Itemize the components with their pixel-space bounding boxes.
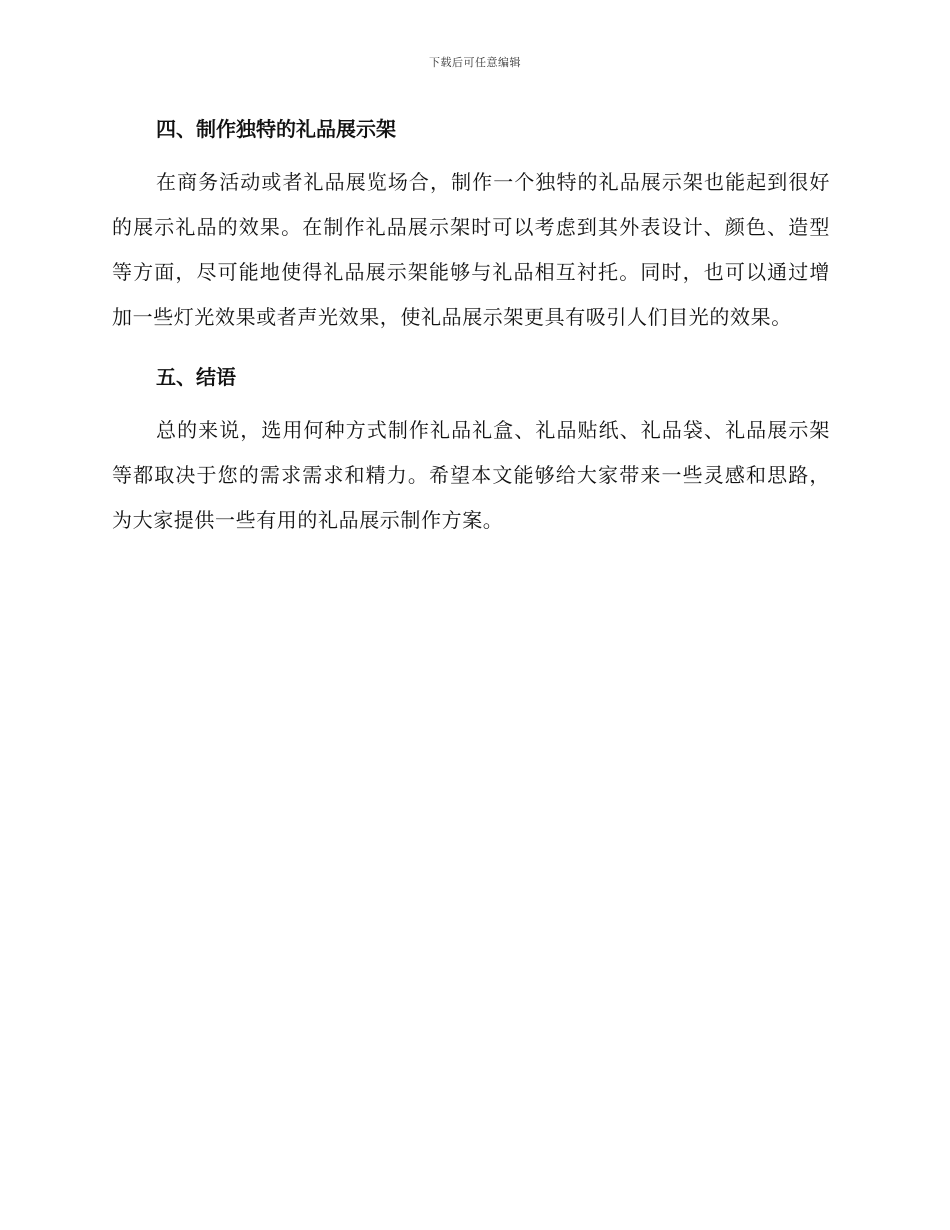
section-heading-display-rack: 四、制作独特的礼品展示架 xyxy=(156,117,396,141)
section-paragraph-display-rack: 在商务活动或者礼品展览场合，制作一个独特的礼品展示架也能起到很好的展示礼品的效果。在制作礼品展示架时可以考虑到其外表设计、颜色、造型等方面，尽可能地使得礼品展示架能够与礼品相互衬托。同时，也可以通过增加一些灯光效果或者声光效果，使礼品展示架更具有吸引人们目光的效果。 xyxy=(112,170,830,329)
section-paragraph-conclusion: 总的来说，选用何种方式制作礼品礼盒、礼品贴纸、礼品袋、礼品展示架等都取决于您的需求需求和精力。希望本文能够给大家带来一些灵感和思路，为大家提供一些有用的礼品展示制作方案。 xyxy=(112,418,830,532)
document-body xyxy=(112,112,830,543)
section-heading-conclusion: 五、结语 xyxy=(156,365,236,389)
header-note: 下载后可任意编辑 xyxy=(429,56,521,69)
